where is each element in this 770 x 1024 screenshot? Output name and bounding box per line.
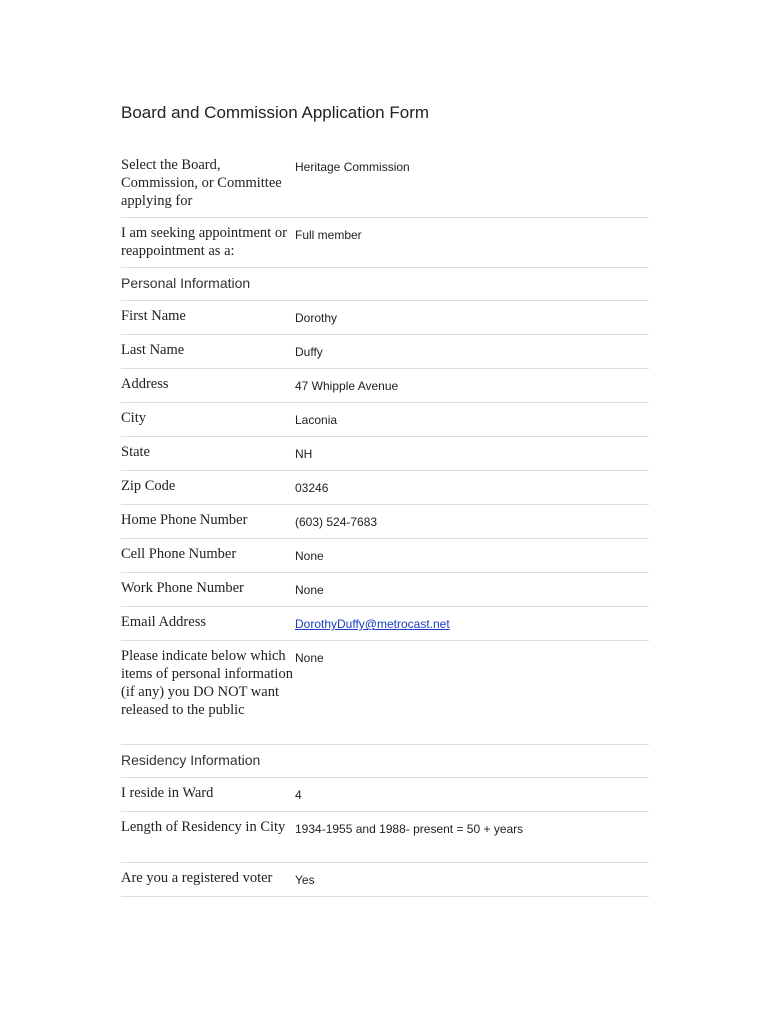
email-value-cell — [295, 607, 649, 641]
registered-voter-value-cell — [295, 863, 649, 897]
cell-phone-value: None — [295, 549, 324, 563]
form-row-email — [121, 607, 649, 641]
city-value-cell — [295, 403, 649, 437]
withheld-info-value: None — [295, 651, 324, 665]
city-label: City — [121, 403, 295, 437]
first-name-label: First Name — [121, 301, 295, 335]
application-form — [121, 100, 649, 897]
form-row-board — [121, 150, 649, 218]
residency-length-value-cell — [295, 812, 649, 863]
email-link[interactable]: DorothyDuffy@metrocast.net — [295, 617, 450, 631]
residency-length-value: 1934-1955 and 1988- present = 50 + years — [295, 822, 524, 836]
form-row-state — [121, 437, 649, 471]
form-row-residency-length — [121, 812, 649, 863]
address-label: Address — [121, 369, 295, 403]
state-value: NH — [295, 447, 313, 461]
city-value: Laconia — [295, 413, 338, 427]
cell-phone-value-cell — [295, 539, 649, 573]
withheld-info-label: Please indicate below which items of personal information (if any) you DO NOT want released to the public — [121, 641, 295, 745]
form-row-city — [121, 403, 649, 437]
form-table — [121, 150, 649, 897]
seeking-label: I am seeking appointment or reappointment as a: — [121, 218, 295, 268]
board-label: Select the Board, Commission, or Committee applying for — [121, 150, 295, 218]
form-row-zip — [121, 471, 649, 505]
home-phone-value-cell — [295, 505, 649, 539]
home-phone-value: (603) 524-7683 — [295, 515, 378, 529]
form-title: Board and Commission Application Form — [121, 103, 430, 122]
withheld-info-value-cell — [295, 641, 649, 745]
form-row-home-phone — [121, 505, 649, 539]
section-row-residency — [121, 745, 649, 778]
residency-information-heading: Residency Information — [121, 745, 649, 778]
form-row-work-phone — [121, 573, 649, 607]
state-value-cell — [295, 437, 649, 471]
address-value-cell — [295, 369, 649, 403]
board-value: Heritage Commission — [295, 160, 410, 174]
home-phone-label: Home Phone Number — [121, 505, 295, 539]
seeking-value-cell — [295, 218, 649, 268]
seeking-value: Full member — [295, 228, 362, 242]
work-phone-value: None — [295, 583, 324, 597]
form-row-address — [121, 369, 649, 403]
residency-length-label: Length of Residency in City — [121, 812, 295, 863]
state-label: State — [121, 437, 295, 471]
form-row-ward — [121, 778, 649, 812]
work-phone-value-cell — [295, 573, 649, 607]
ward-label: I reside in Ward — [121, 778, 295, 812]
registered-voter-label: Are you a registered voter — [121, 863, 295, 897]
email-label: Email Address — [121, 607, 295, 641]
last-name-value: Duffy — [295, 345, 323, 359]
form-row-withheld-info — [121, 641, 649, 745]
registered-voter-value: Yes — [295, 873, 315, 887]
work-phone-label: Work Phone Number — [121, 573, 295, 607]
address-value: 47 Whipple Avenue — [295, 379, 399, 393]
last-name-label: Last Name — [121, 335, 295, 369]
last-name-value-cell — [295, 335, 649, 369]
personal-information-heading: Personal Information — [121, 268, 649, 301]
zip-value-cell — [295, 471, 649, 505]
form-row-seeking — [121, 218, 649, 268]
form-row-last-name — [121, 335, 649, 369]
zip-value: 03246 — [295, 481, 329, 495]
ward-value-cell — [295, 778, 649, 812]
section-row-personal — [121, 268, 649, 301]
ward-value: 4 — [295, 788, 302, 802]
form-row-registered-voter — [121, 863, 649, 897]
first-name-value: Dorothy — [295, 311, 338, 325]
first-name-value-cell — [295, 301, 649, 335]
cell-phone-label: Cell Phone Number — [121, 539, 295, 573]
board-value-cell — [295, 150, 649, 218]
form-row-first-name — [121, 301, 649, 335]
form-row-cell-phone — [121, 539, 649, 573]
zip-label: Zip Code — [121, 471, 295, 505]
